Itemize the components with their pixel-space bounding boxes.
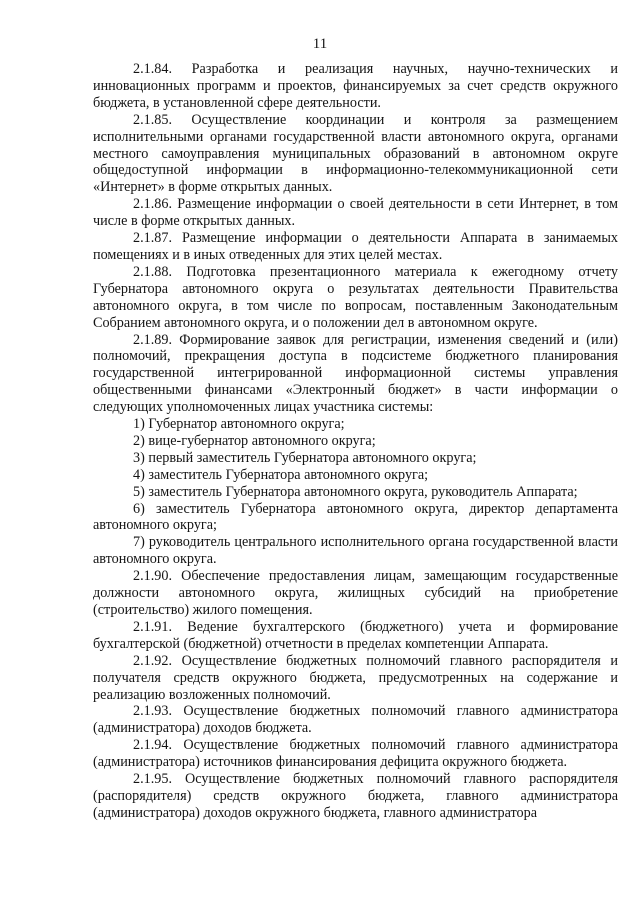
paragraph-2-1-94: 2.1.94. Осуществление бюджетных полномочий главного администратора (администратора) источников финансирования дефицита окружного бюджета. (93, 737, 618, 771)
paragraph-2-1-95: 2.1.95. Осуществление бюджетных полномочий главного распорядителя (распорядителя) средств окружного бюджета, главного администратора (администратора) доходов окружного бюджета, главного администратора (93, 771, 618, 821)
paragraph-2-1-85: 2.1.85. Осуществление координации и контроля за размещением исполнительными органами государственной власти автономного округа, органами местного самоуправления муниципальных образований в автономном округе общедоступной информации в информационно-телекоммуникационной сети «Интернет» в форме открытых данных. (93, 111, 618, 196)
paragraph-2-1-86: 2.1.86. Размещение информации о своей деятельности в сети Интернет, в том числе в форме открытых данных. (93, 196, 618, 230)
document-body (93, 61, 618, 822)
list-item-5: 5) заместитель Губернатора автономного округа, руководитель Аппарата; (133, 483, 578, 500)
list-item-7: 7) руководитель центрального исполнительного органа государственной власти автономного округа. (93, 534, 618, 568)
list-item-4: 4) заместитель Губернатора автономного округа; (133, 466, 429, 483)
paragraph-2-1-89: 2.1.89. Формирование заявок для регистрации, изменения сведений и (или) полномочий, прекращения доступа в подсистеме бюджетного планирования государственной интегрированной информационной системы управления общественными финансами «Электронный бюджет» в части информации о следующих уполномоченных лицах участника системы: (93, 331, 618, 416)
paragraph-2-1-90: 2.1.90. Обеспечение предоставления лицам, замещающим государственные должности автономного округа, жилищных субсидий на приобретение (строительство) жилого помещения. (93, 568, 618, 618)
page-number: 11 (312, 36, 328, 52)
paragraph-2-1-88: 2.1.88. Подготовка презентационного материала к ежегодному отчету Губернатора автономного округа о результатах деятельности Правительства автономного округа, в том числе по вопросам, поставленным Законодательным Собранием автономного округа, и о положении дел в автономном округе. (93, 263, 618, 331)
paragraph-2-1-91: 2.1.91. Ведение бухгалтерского (бюджетного) учета и формирование бухгалтерской (бюджетной) отчетности в пределах компетенции Аппарата. (93, 618, 618, 652)
list-item-2: 2) вице-губернатор автономного округа; (133, 432, 376, 449)
paragraph-2-1-92: 2.1.92. Осуществление бюджетных полномочий главного распорядителя и получателя средств окружного бюджета, предусмотренных на содержание и реализацию возложенных полномочий. (93, 652, 618, 703)
list-item-3: 3) первый заместитель Губернатора автономного округа; (133, 449, 477, 466)
paragraph-2-1-93: 2.1.93. Осуществление бюджетных полномочий главного администратора (администратора) доходов бюджета. (93, 703, 618, 737)
paragraph-2-1-87: 2.1.87. Размещение информации о деятельности Аппарата в занимаемых помещениях и в иных отведенных для этих целей местах. (93, 230, 618, 263)
list-item-6: 6) заместитель Губернатора автономного округа, директор департамента автономного округа; (93, 500, 618, 534)
list-item-1: 1) Губернатор автономного округа; (133, 416, 345, 433)
paragraph-2-1-84: 2.1.84. Разработка и реализация научных, научно-технических и инновационных программ и проектов, финансируемых за счет средств окружного бюджета, в установленной сфере деятельности. (93, 61, 618, 111)
